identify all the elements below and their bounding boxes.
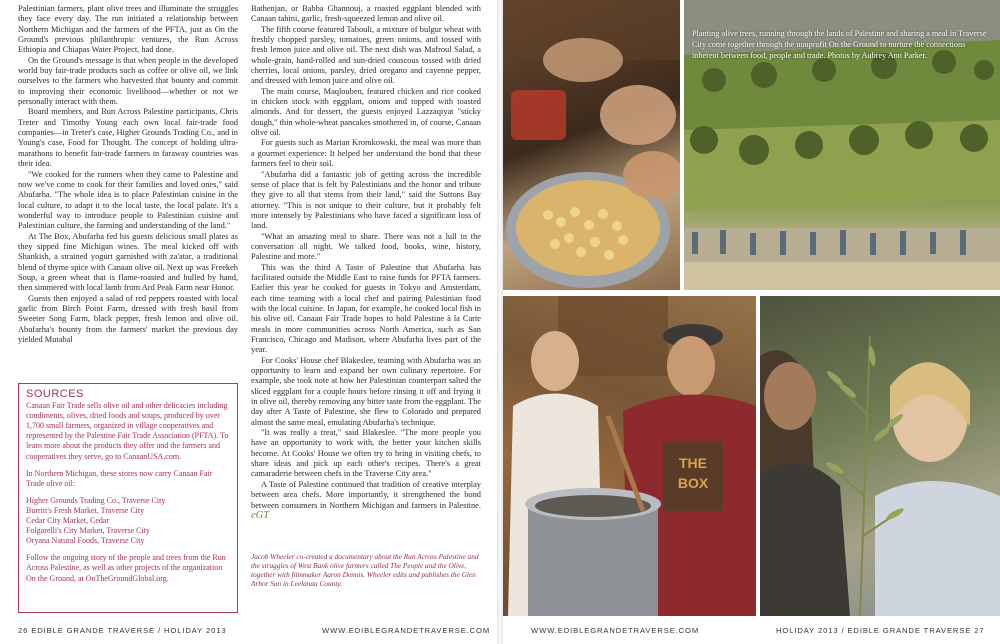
paragraph: The fifth course featured Tabouli, a mixture of bulgur wheat with freshly chopped parsley, tomatoes, green onions, and tossed with fresh lemon juice and olive oil. The next dish was Mafroul Salad, a whole-grain, hand-rolled and sun-dried couscous tossed with dried cherries, local onions, parsley, dried oregano and cayenne pepper, and dressed with lemon juice and olive oil. <box>251 24 481 86</box>
author-bio: Jacob Wheeler co-created a documentary about the Run Across Palestine and the struggles of West Bank olive farmers called The People and the Olive, together with filmmaker Aaron Dennis. Wheeler edits and publishes the Glen Arbor Sun in Leelanau County. <box>251 552 479 588</box>
photo-caption: Planting olive trees, running through the lands of Palestine and sharing a meal in Traverse City come together through the nonprofit On the Ground to nurture the connections inherent between food, people and trade. Photos by Aubrey Ann Parker. <box>692 29 987 60</box>
left-page <box>0 0 497 644</box>
chefs-cooking-illustration <box>503 296 756 616</box>
right-page <box>503 0 1000 644</box>
sources-intro: Canaan Fair Trade sells olive oil and other delicacies including condiments, olives, dried foods and soups, produced by over 1,700 small farmers, organized in village cooperatives and represented by the Palestine Fair Trade Association (PFTA). To learn more about the products they offer and the farmers and cooperatives they serve, go to CanaanUSA.com. <box>26 401 229 461</box>
paragraph: For guests such as Marian Kromkowski, the meal was more than a gourmet experience: It helped her understand the bond that these farmers feel to their soil. <box>251 138 481 169</box>
store-item: Burritt's Fresh Market, Traverse City <box>26 505 145 515</box>
sources-box <box>18 383 238 613</box>
article-column-2 <box>251 4 481 521</box>
signature-mark: eGT <box>251 509 270 521</box>
paragraph: "It was really a treat," said Blakeslee. "The more people you have an opportunity to work with, the better your kitchen skills become. At Cooks' House we often try to bring in visiting chefs, to share ideas and pick up each other's recipes. There's a great camaraderie between chefs in the Traverse City area." <box>251 428 481 479</box>
paragraph: "What an amazing meal to share. There was not a lull in the conversation all night. We talked food, books, wine, history, Palestine and more." <box>251 231 481 262</box>
footer-left-url: WWW.EDIBLEGRANDETRAVERSE.COM <box>322 626 491 635</box>
footer-right-url: WWW.EDIBLEGRANDETRAVERSE.COM <box>531 626 700 635</box>
paragraph: The main course, Maqlouben, featured chicken and rice cooked in chicken stock with eggplant, onions and topped with toasted almonds. And for dessert, the guests enjoyed Lazzaqiyat "sticky dough," thin whole-wheat pancakes smothered in, of course, Canaan olive oil. <box>251 86 481 138</box>
store-list <box>26 496 230 546</box>
paragraph: "Abufarha did a fantastic job of getting across the incredible sense of place that is felt by Palestinians and the honor and tribute they give to all that stems from their land," said the Suttons Bay attorney. "This is not unique to their culture, but it probably felt more intensely by Palestinians who have faced a significant loss of land. <box>251 169 481 231</box>
paragraph: Board members, and Run Across Palestine participants, Chris Treter and Timothy Young each own local fair-trade food companies—in Treter's case, Higher Grounds Trading Co., and in Young's case, Food for Thought. The concept of holding ultra-marathons to benefit fair-trade farmers in faraway countries was their idea. <box>18 107 238 169</box>
sources-outro: Follow the ongoing story of the people and trees from the Run Across Palestine, as well as other projects of the organization On the Ground, at OnTheGroundGlobal.org. <box>26 553 226 583</box>
paragraph: At The Box, Abufarha fed his guests delicious small plates as they sipped fine Michigan wines. The meal kicked off with Shankish, a strained yogurt garnished with za'atar, a traditional blend of thyme spice with Canaan olive oil. Next up was Freekeh Soup, a green wheat that is flame-roasted and hulled by hand, then simmered with local lamb from Ard Peak Farm near Honor. <box>18 231 238 293</box>
kitchen-prep-illustration <box>503 0 680 290</box>
paragraph: On the Ground's message is that when people in the developed world buy fair-trade products such as coffee or olive oil, we link ourselves to the farmers who harvested that bounty and commit to improving their economic livelihood—whether or not we personally interact with them. <box>18 55 238 107</box>
paragraph: Bathenjan, or Babba Ghannouj, a roasted eggplant blended with Canaan tahini, garlic, fresh-squeezed lemon and olive oil. <box>251 4 481 24</box>
article-column-1 <box>18 4 238 345</box>
paragraph-last <box>251 480 481 521</box>
chefs-cooking-photo <box>503 296 756 616</box>
olive-tree-planting-photo <box>760 296 1000 616</box>
apron-text-line1: THE <box>679 455 707 471</box>
paragraph: For Cooks' House chef Blakeslee, teaming with Abufarha was an opportunity to learn and expand her own culinary repertoire. For example, she took note at how her Palestinian counterpart salted the sliced eggplant for a couple hours before rinsing it off and frying it in olive oil, thereby removing any bitter taste from the eggplant. The day after A Taste of Palestine, she flew to Colorado and prepared almost the same meal, emulating Abufarha's technique. <box>251 355 481 427</box>
store-item: Higher Grounds Trading Co., Traverse City <box>26 495 166 505</box>
footer-left-folio: 26 EDIBLE GRANDE TRAVERSE / HOLIDAY 2013 <box>18 626 227 635</box>
paragraph: This was the third A Taste of Palestine that Abufarha has facilitated outside the Middle East to raise funds for PFTA farmers. Earlier this year he cooked for guests in Tokyo and Amsterdam, each time teaming with a local chef and pairing Palestinian food with the local cuisine. In Japan, for example, he cooked local fish in his olive oil. Canaan Fair Trade hopes to hold Palestine à la Carte meals in more communities across North America, such as San Francisco, Chicago and Madison, where Abufarha lives part of the year. <box>251 262 481 355</box>
store-item: Cedar City Market, Cedar <box>26 516 110 526</box>
store-item: Oryana Natural Foods, Traverse City <box>26 536 145 546</box>
footer-right-folio: HOLIDAY 2013 / EDIBLE GRANDE TRAVERSE 27 <box>776 626 985 635</box>
paragraph-last-text: A Taste of Palestine continued that tradition of creative interplay between area chefs. More importantly, it strengthened the bond between consumers in Northern Michigan and farmers in Palestine. <box>251 479 481 510</box>
olive-tree-illustration <box>760 296 1000 616</box>
paragraph: Palestinian farmers, plant olive trees and illuminate the struggles they face every day. The run initiated a relationship between Northern Michigan and the farmers of the PFTA, just as On the Ground's previous philanthropic ventures, the Run Across Ethiopia and Chiapas Water Project, had done. <box>18 4 238 55</box>
store-item: Folgarelli's City Market, Traverse City <box>26 526 150 536</box>
sources-stores-intro: In Northern Michigan, these stores now carry Canaan Fair Trade olive oil: <box>26 468 213 488</box>
sources-heading: SOURCES <box>26 388 84 400</box>
paragraph: "We cooked for the runners when they came to Palestine and now we've come to cook for their families and loved ones," said Abufarha. "The whole idea is to place Palestinian cuisine in the local culture, to adapt it to the local taste, the local palate. It's a wonderful way to introduce people to Palestinian cuisine and Palestinian culture, the farming and understanding of the land." <box>18 169 238 231</box>
kitchen-prep-photo <box>503 0 680 290</box>
apron-text-line2: BOX <box>677 475 709 491</box>
olive-grove-landscape-photo <box>684 0 1000 290</box>
paragraph: Guests then enjoyed a salad of red peppers roasted with local garlic from Birch Point Farm, dressed with fresh basil from Sweeter Song Farm, black pepper, fresh lemon and olive oil. Abufarha's bounty from the farmers' market the previous day yielded Mutabal <box>18 293 238 344</box>
